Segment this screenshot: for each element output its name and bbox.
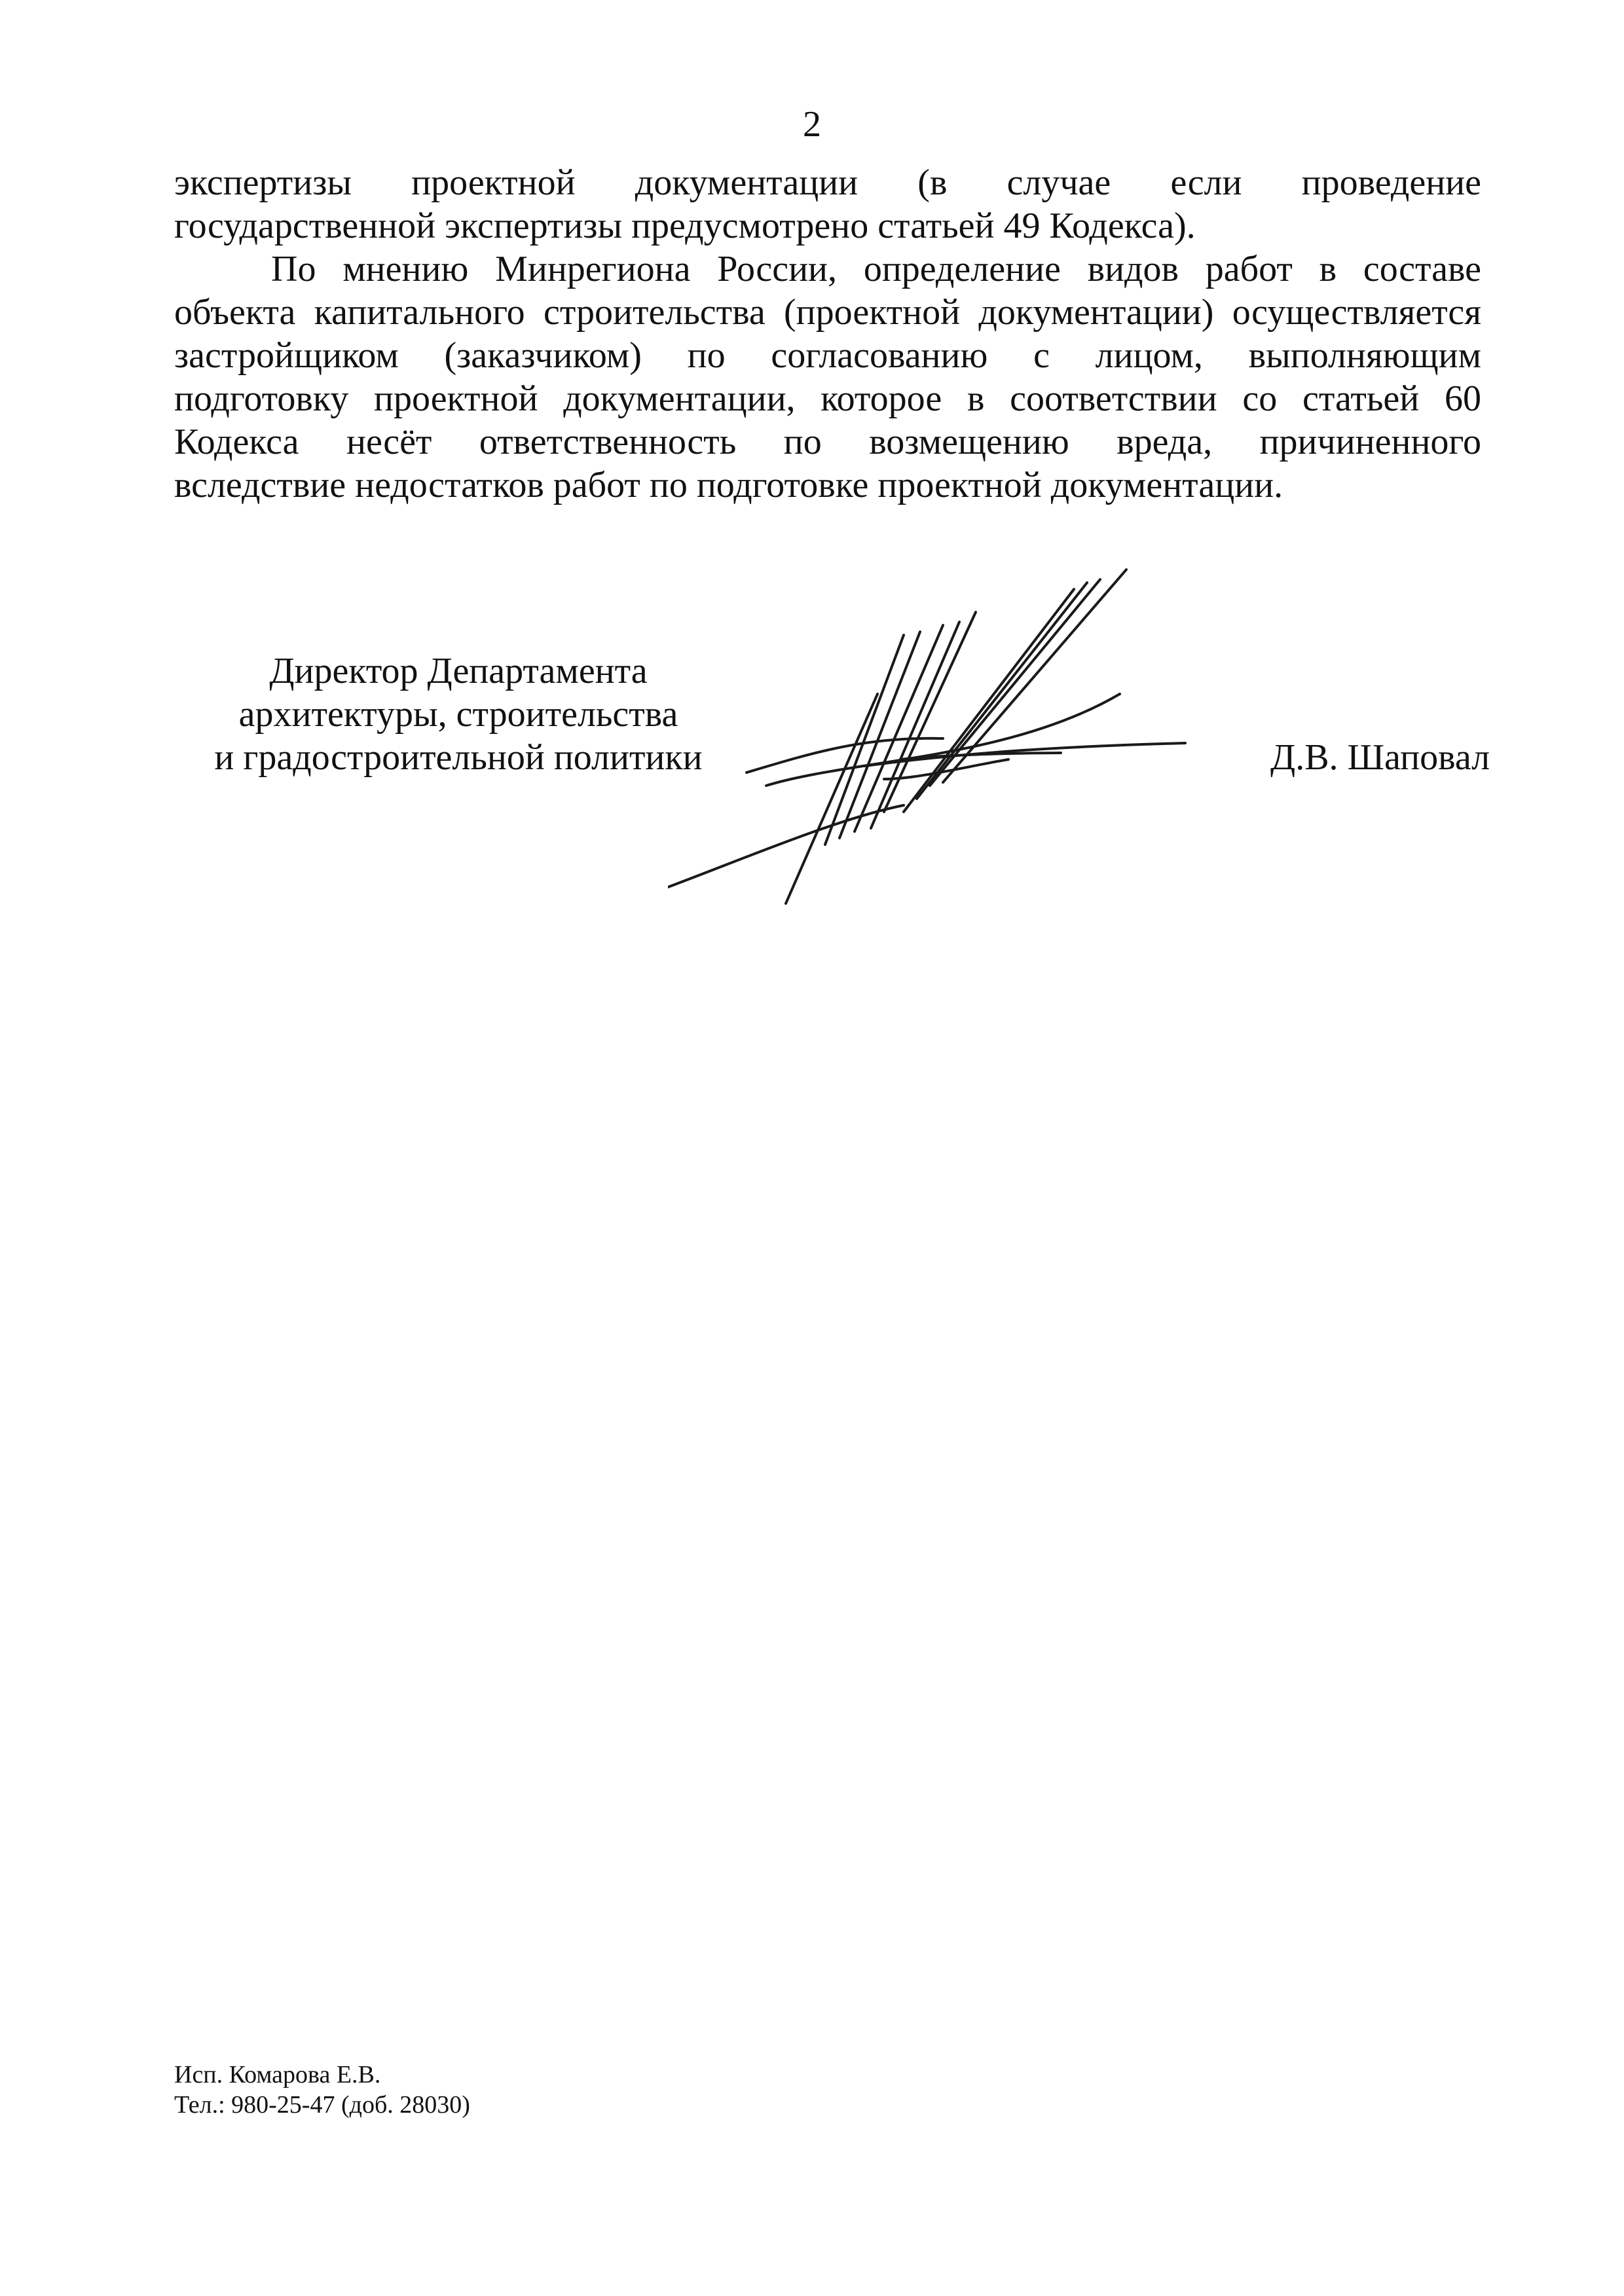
signer-position-line: архитектуры, строительства — [238, 694, 678, 735]
handwritten-signature — [668, 563, 1257, 930]
body-line: экспертизы проектной документации (в случае если проведение — [174, 162, 1481, 203]
executor-info — [174, 2060, 470, 2120]
page-number: 2 — [803, 104, 821, 145]
letter-body — [174, 161, 1481, 507]
signer-position — [196, 649, 720, 779]
executor-phone: Тел.: 980-25-47 (доб. 28030) — [174, 2091, 470, 2119]
body-line: По мнению Минрегиона России, определение видов работ в составе — [271, 249, 1481, 289]
signer-position-line: Директор Департамента — [269, 651, 648, 691]
body-line: застройщиком (заказчиком) по согласованию с лицом, выполняющим — [174, 335, 1481, 376]
body-line: государственной экспертизы предусмотрено статьей 49 Кодекса). — [174, 206, 1196, 246]
executor-name: Исп. Комарова Е.В. — [174, 2061, 381, 2088]
signer-position-line: и градостроительной политики — [214, 737, 703, 778]
body-line: вследствие недостатков работ по подготовке проектной документации. — [174, 465, 1283, 505]
body-line: объекта капитального строительства (проектной документации) осуществляется — [174, 292, 1481, 333]
body-line: подготовку проектной документации, которое в соответствии со статьей 60 — [174, 378, 1481, 419]
signer-name: Д.В. Шаповал — [1270, 737, 1490, 778]
body-line: Кодекса несёт ответственность по возмещению вреда, причиненного — [174, 422, 1481, 462]
